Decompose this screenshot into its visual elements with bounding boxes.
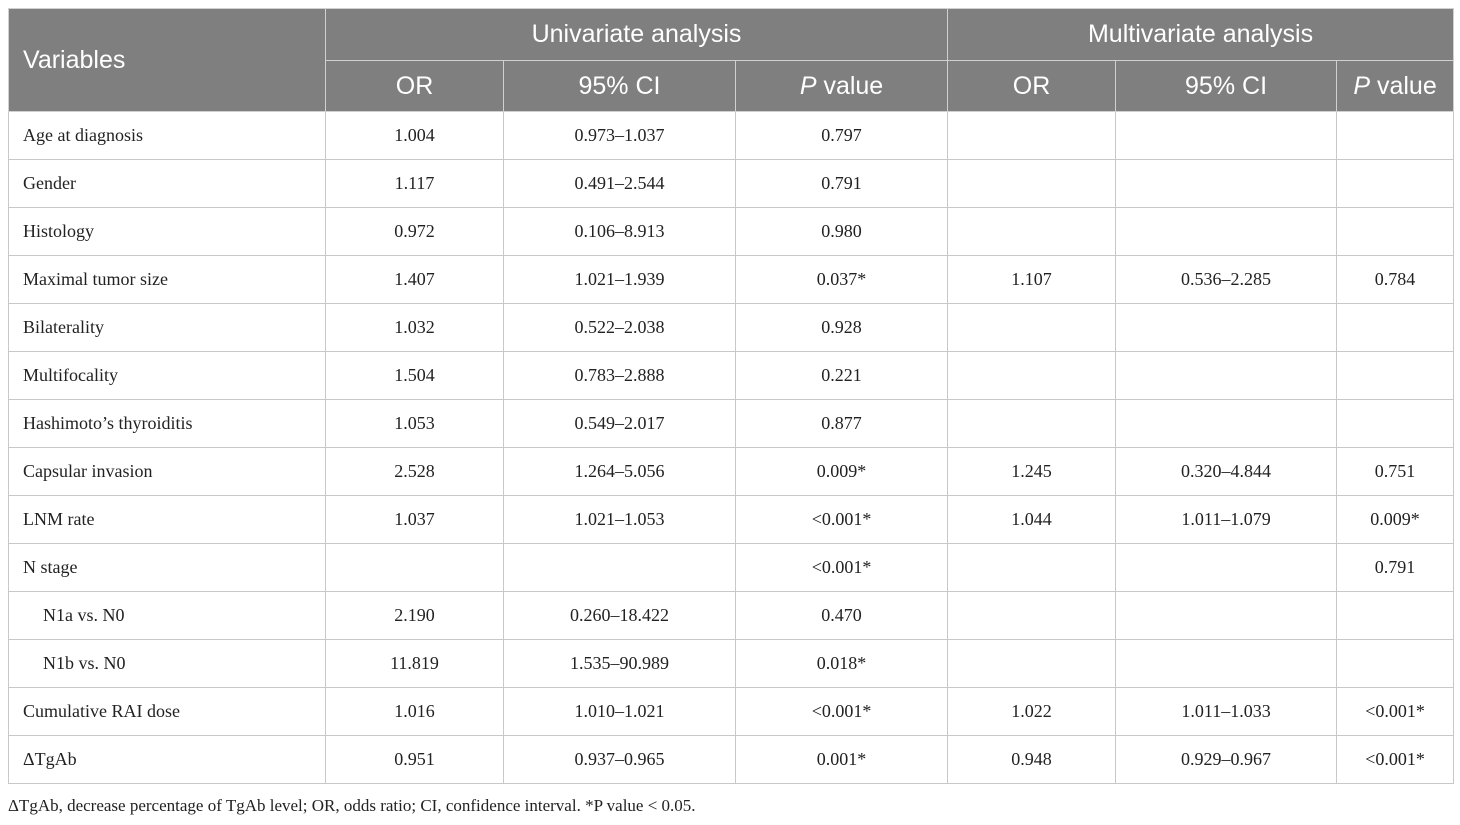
univariate-p-cell: 0.470	[736, 592, 948, 640]
multivariate-ci-header: 95% CI	[1116, 61, 1337, 112]
multivariate-ci-cell	[1116, 352, 1337, 400]
univariate-ci-cell: 1.264–5.056	[504, 448, 736, 496]
univariate-ci-cell: 0.973–1.037	[504, 112, 736, 160]
multivariate-ci-cell	[1116, 400, 1337, 448]
multivariate-ci-cell: 0.536–2.285	[1116, 256, 1337, 304]
multivariate-or-cell	[948, 304, 1116, 352]
multivariate-or-cell: 1.022	[948, 688, 1116, 736]
p-italic: P	[799, 71, 817, 100]
univariate-p-cell: 0.221	[736, 352, 948, 400]
multivariate-or-header: OR	[948, 61, 1116, 112]
univariate-ci-cell: 1.021–1.939	[504, 256, 736, 304]
univariate-p-cell: 0.797	[736, 112, 948, 160]
univariate-p-cell: 0.791	[736, 160, 948, 208]
univariate-p-cell: <0.001*	[736, 496, 948, 544]
multivariate-p-cell	[1337, 160, 1454, 208]
univariate-or-cell: 1.004	[326, 112, 504, 160]
variable-cell: Age at diagnosis	[9, 112, 326, 160]
multivariate-or-cell: 1.245	[948, 448, 1116, 496]
multivariate-ci-cell	[1116, 160, 1337, 208]
table-footnote: ΔTgAb, decrease percentage of TgAb level; OR, odds ratio; CI, confidence interval. *P value < 0.05.	[8, 796, 696, 815]
univariate-ci-cell	[504, 544, 736, 592]
univariate-p-cell: <0.001*	[736, 544, 948, 592]
multivariate-p-cell	[1337, 352, 1454, 400]
univariate-or-cell: 1.032	[326, 304, 504, 352]
p-italic: P	[1353, 71, 1371, 100]
multivariate-p-cell	[1337, 304, 1454, 352]
univariate-or-cell: 2.190	[326, 592, 504, 640]
univariate-p-cell: 0.980	[736, 208, 948, 256]
multivariate-p-cell: 0.784	[1337, 256, 1454, 304]
univariate-p-cell: 0.001*	[736, 736, 948, 784]
multivariate-ci-cell	[1116, 592, 1337, 640]
univariate-or-cell: 1.016	[326, 688, 504, 736]
univariate-ci-cell: 1.021–1.053	[504, 496, 736, 544]
table-row	[9, 160, 1454, 208]
variable-cell: LNM rate	[9, 496, 326, 544]
multivariate-p-cell	[1337, 400, 1454, 448]
univariate-ci-cell: 0.549–2.017	[504, 400, 736, 448]
multivariate-or-cell	[948, 208, 1116, 256]
variable-cell: Multifocality	[9, 352, 326, 400]
multivariate-p-header	[1337, 61, 1454, 112]
multivariate-ci-cell: 1.011–1.033	[1116, 688, 1337, 736]
table-header	[9, 9, 1454, 112]
multivariate-ci-cell	[1116, 112, 1337, 160]
regression-table	[8, 8, 1454, 784]
univariate-p-header	[736, 61, 948, 112]
multivariate-ci-cell	[1116, 208, 1337, 256]
p-value-label: value	[816, 71, 884, 100]
multivariate-p-cell: 0.009*	[1337, 496, 1454, 544]
univariate-p-cell: 0.018*	[736, 640, 948, 688]
univariate-p-cell: 0.009*	[736, 448, 948, 496]
table-row	[9, 448, 1454, 496]
multivariate-p-cell	[1337, 592, 1454, 640]
variable-cell: Histology	[9, 208, 326, 256]
univariate-ci-cell: 0.106–8.913	[504, 208, 736, 256]
univariate-p-cell: 0.877	[736, 400, 948, 448]
multivariate-or-cell	[948, 352, 1116, 400]
univariate-ci-cell: 0.937–0.965	[504, 736, 736, 784]
variables-header: Variables	[9, 9, 326, 112]
univariate-or-cell: 1.407	[326, 256, 504, 304]
multivariate-or-cell	[948, 544, 1116, 592]
multivariate-or-cell: 1.107	[948, 256, 1116, 304]
univariate-ci-cell: 1.535–90.989	[504, 640, 736, 688]
univariate-or-cell: 1.504	[326, 352, 504, 400]
variable-cell: Capsular invasion	[9, 448, 326, 496]
multivariate-ci-cell	[1116, 304, 1337, 352]
univariate-or-cell: 1.117	[326, 160, 504, 208]
multivariate-p-cell	[1337, 112, 1454, 160]
univariate-or-cell	[326, 544, 504, 592]
multivariate-p-cell	[1337, 208, 1454, 256]
variable-cell: Gender	[9, 160, 326, 208]
variable-cell: ΔTgAb	[9, 736, 326, 784]
table-row	[9, 496, 1454, 544]
table-row	[9, 688, 1454, 736]
multivariate-header: Multivariate analysis	[948, 9, 1454, 61]
univariate-or-cell: 11.819	[326, 640, 504, 688]
table-row	[9, 640, 1454, 688]
table-row	[9, 736, 1454, 784]
univariate-p-cell: <0.001*	[736, 688, 948, 736]
table-row	[9, 112, 1454, 160]
univariate-ci-cell: 1.010–1.021	[504, 688, 736, 736]
multivariate-ci-cell: 0.320–4.844	[1116, 448, 1337, 496]
univariate-or-cell: 1.037	[326, 496, 504, 544]
variable-cell: N1b vs. N0	[9, 640, 326, 688]
multivariate-or-cell	[948, 160, 1116, 208]
variable-cell: Bilaterality	[9, 304, 326, 352]
variable-cell: N stage	[9, 544, 326, 592]
results-table-container	[8, 8, 1453, 784]
table-row	[9, 208, 1454, 256]
multivariate-ci-cell	[1116, 544, 1337, 592]
multivariate-p-cell: <0.001*	[1337, 688, 1454, 736]
univariate-p-cell: 0.037*	[736, 256, 948, 304]
multivariate-or-cell: 1.044	[948, 496, 1116, 544]
univariate-ci-cell: 0.491–2.544	[504, 160, 736, 208]
univariate-p-cell: 0.928	[736, 304, 948, 352]
multivariate-p-cell: 0.791	[1337, 544, 1454, 592]
table-row	[9, 352, 1454, 400]
table-row	[9, 400, 1454, 448]
univariate-or-cell: 2.528	[326, 448, 504, 496]
multivariate-or-cell: 0.948	[948, 736, 1116, 784]
univariate-or-header: OR	[326, 61, 504, 112]
univariate-or-cell: 0.951	[326, 736, 504, 784]
multivariate-p-cell	[1337, 640, 1454, 688]
univariate-ci-cell: 0.783–2.888	[504, 352, 736, 400]
p-value-label: value	[1370, 71, 1437, 100]
table-row	[9, 544, 1454, 592]
multivariate-ci-cell: 1.011–1.079	[1116, 496, 1337, 544]
univariate-ci-cell: 0.522–2.038	[504, 304, 736, 352]
multivariate-ci-cell: 0.929–0.967	[1116, 736, 1337, 784]
variable-cell: N1a vs. N0	[9, 592, 326, 640]
variable-cell: Hashimoto’s thyroiditis	[9, 400, 326, 448]
multivariate-or-cell	[948, 400, 1116, 448]
variable-cell: Cumulative RAI dose	[9, 688, 326, 736]
multivariate-or-cell	[948, 112, 1116, 160]
univariate-header: Univariate analysis	[326, 9, 948, 61]
multivariate-ci-cell	[1116, 640, 1337, 688]
multivariate-p-cell: <0.001*	[1337, 736, 1454, 784]
univariate-or-cell: 1.053	[326, 400, 504, 448]
multivariate-or-cell	[948, 592, 1116, 640]
variable-cell: Maximal tumor size	[9, 256, 326, 304]
multivariate-p-cell: 0.751	[1337, 448, 1454, 496]
table-row	[9, 304, 1454, 352]
table-row	[9, 256, 1454, 304]
univariate-ci-header: 95% CI	[504, 61, 736, 112]
univariate-ci-cell: 0.260–18.422	[504, 592, 736, 640]
univariate-or-cell: 0.972	[326, 208, 504, 256]
table-body	[9, 112, 1454, 784]
multivariate-or-cell	[948, 640, 1116, 688]
table-row	[9, 592, 1454, 640]
